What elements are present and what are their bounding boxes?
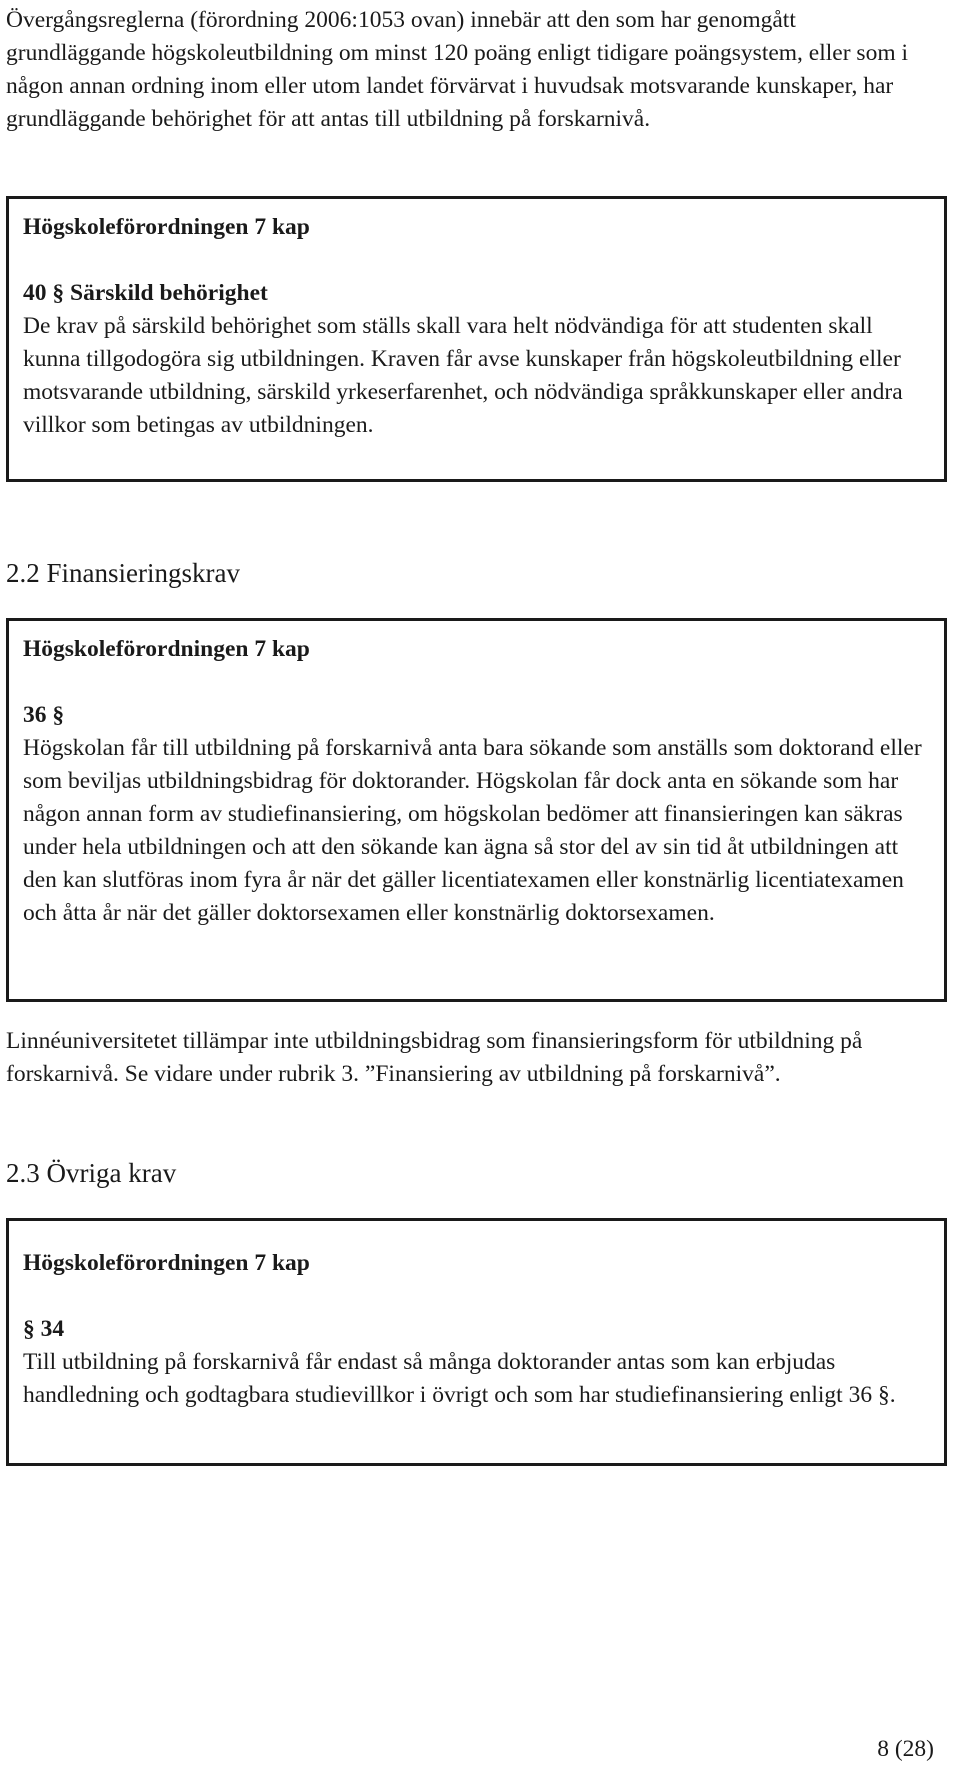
heading-finansieringskrav: 2.2 Finansieringskrav [6,558,240,588]
intro-paragraph: Övergångsreglerna (förordning 2006:1053 ovan) innebär att den som har genomgått grundläggande högskoleutbildning om minst 120 poäng enligt tidigare poängsystem, eller som i någon annan ordning inom eller utom landet förvärvat i huvudsak motsvarande kunskaper, har grundläggande behörighet för att antas till utbildning på forskarnivå. [6,7,909,132]
section-body: Till utbildning på forskarnivå får endast så många doktorander antas som kan erbjudas handledning och godtagbara studievillkor i övrigt och som har studiefinansiering enligt 36 §. [23,1349,896,1408]
law-box-34 [6,1218,947,1466]
law-title: Högskoleförordningen 7 kap [23,636,310,662]
section-body: Högskolan får till utbildning på forskarnivå anta bara sökande som anställs som doktorand eller som beviljas utbildningsbidrag för doktorander. Högskolan får dock anta en sökande som har någon annan form av studiefinansiering, om högskolan bedömer att finansieringen kan säkras under hela utbildningen och att den sökande kan ägna så stor del av sin tid åt utbildningen att den kan slutföras inom fyra år när det gäller licentiatexamen eller konstnärlig licentiatexamen och åtta år när det gäller doktorsexamen eller konstnärlig doktorsexamen. [23,735,922,926]
section-title [23,699,930,732]
section-sign: § [23,1316,35,1342]
section-number: 36 [23,702,47,728]
section-heading: Särskild behörighet [70,280,268,306]
section-number: 34 [40,1316,65,1342]
page-number: 8 (28) [877,1736,934,1762]
lnu-paragraph: Linnéuniversitetet tillämpar inte utbildningsbidrag som finansieringsform för utbildning på forskarnivå. Se vidare under rubrik 3. ”Finansiering av utbildning på forskarnivå”. [6,1028,863,1087]
law-box-40 [6,196,947,482]
section-title [23,1313,930,1346]
law-title: Högskoleförordningen 7 kap [23,1250,310,1276]
section-body: De krav på särskild behörighet som ställs skall vara helt nödvändiga för att studenten skall kunna tillgodogöra sig utbildningen. Kraven får avse kunskaper från högskoleutbildning eller motsvarande utbildning, särskild yrkeserfarenhet, och nödvändiga språkkunskaper eller andra villkor som betingas av utbildningen. [23,313,903,438]
section-number: 40 [23,280,47,306]
section-sign: § [52,702,65,728]
law-box-36 [6,618,947,1002]
section-sign: § [52,280,65,306]
law-title: Högskoleförordningen 7 kap [23,214,310,240]
section-title [23,277,930,310]
heading-ovriga-krav: 2.3 Övriga krav [6,1158,177,1188]
